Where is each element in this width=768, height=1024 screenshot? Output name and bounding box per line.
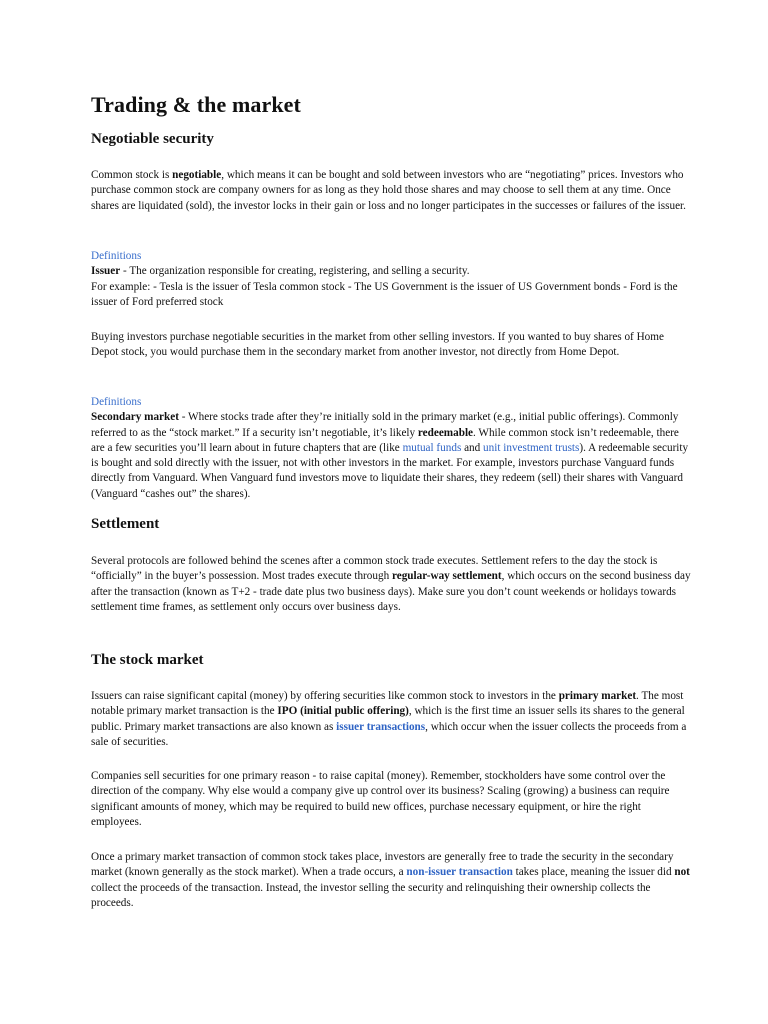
link-non-issuer-transaction[interactable]: non-issuer transaction (406, 866, 513, 879)
heading-negotiable-security: Negotiable security (91, 131, 214, 147)
term-primary-market: primary market (558, 690, 637, 702)
link-unit-investment-trusts[interactable]: unit investment trusts (483, 441, 580, 454)
paragraph-settlement: Several protocols are followed behind the scenes after a common stock trade executes. Settlement refers to the day the stock is “officially” in the buyer’s possession. Most trades execute through regular-way settlement, which occurs on the second business day after the transaction (known as T+2 - trade date plus two business days). Make sure you don’t count weekends or holidays towards settlement time frames, as settlement only occurs over business days. (91, 555, 691, 613)
paragraph-primary-market: Issuers can raise significant capital (money) by offering securities like common stock to investors in the primary market. The most notable primary market transaction is the IPO (initial public offering), which is the first time an issuer sells its shares to the general public. Primary market transactions are also known as issuer transactions, which occur when the issuer collects the proceeds from a sale of securities. (91, 690, 687, 748)
definitions-label: Definitions (91, 250, 142, 262)
paragraph-non-issuer: Once a primary market transaction of common stock takes place, investors are generally free to trade the security in the secondary market (known generally as the stock market). When a trade occurs, a non-issuer transaction takes place, meaning the issuer did not collect the proceeds of the transaction. Instead, the investor selling the security and relinquishing their ownership collects the proceeds. (91, 851, 690, 909)
paragraph-raise-capital: Companies sell securities for one primary reason - to raise capital (money). Remember, stockholders have some control over the direction of the company. Why else would a company give up control over its business? Scaling (growing) a business can require significant amounts of money, which may be required to build new offices, purchase necessary equipment, or hire the right employees. (91, 770, 670, 828)
paragraph-negotiable: Common stock is negotiable, which means it can be bought and sold between investors who are “negotiating” prices. Investors who purchase common stock are company owners for as long as they hold those shares and may choose to sell them at any time. Once shares are liquidated (sold), the investor locks in their gain or loss and no longer participates in the successes or failures of the issuer. (91, 169, 686, 212)
link-mutual-funds[interactable]: mutual funds (402, 441, 462, 454)
link-issuer-transactions[interactable]: issuer transactions (336, 720, 426, 733)
term-regular-way-settlement: regular-way settlement (391, 570, 502, 583)
term-redeemable: redeemable (417, 426, 474, 439)
page-title: Trading & the market (91, 92, 301, 117)
definitions-secondary-market: Definitions Secondary market - Where stocks trade after they’re initially sold in the primary market (e.g., initial public offerings). Commonly referred to as the “stock market.” If a security isn’t negotiable, it’s likely redeemable. While common stock isn’t redeemable, there are a few securities you’ll learn about in future chapters that are (like mutual funds and unit investment trusts). A redeemable security is bought and sold directly with the issuer, not with other investors in the market. For example, investors purchase Vanguard funds directly from Vanguard. When Vanguard fund investors move to liquidate their shares, they redeem (sell) their shares with Vanguard (Vanguard “cashes out” the shares). (91, 396, 689, 500)
term-ipo: IPO (initial public offering) (277, 705, 409, 718)
paragraph-buying-investors: Buying investors purchase negotiable securities in the market from other selling investors. If you wanted to buy shares of Home Depot stock, you would purchase them in the secondary market from another investor, not directly from Home Depot. (91, 331, 664, 359)
term-negotiable: negotiable (172, 169, 222, 181)
heading-settlement: Settlement (91, 516, 160, 532)
definitions-issuer: Definitions Issuer - The organization responsible for creating, registering, and selling a security. For example: - Tesla is the issuer of Tesla common stock - The US Government is the issuer of US Government bonds - Ford is the issuer of Ford preferred stock (91, 249, 691, 310)
definitions-label: Definitions (91, 396, 142, 408)
term-secondary-market: Secondary market (91, 411, 179, 424)
term-not: not (674, 866, 690, 879)
term-issuer: Issuer (91, 265, 121, 278)
issuer-example: For example: - Tesla is the issuer of Tesla common stock - The US Government is the issuer of US Government bonds - Ford is the issuer of Ford preferred stock (91, 280, 678, 308)
heading-stock-market: The stock market (91, 652, 204, 668)
